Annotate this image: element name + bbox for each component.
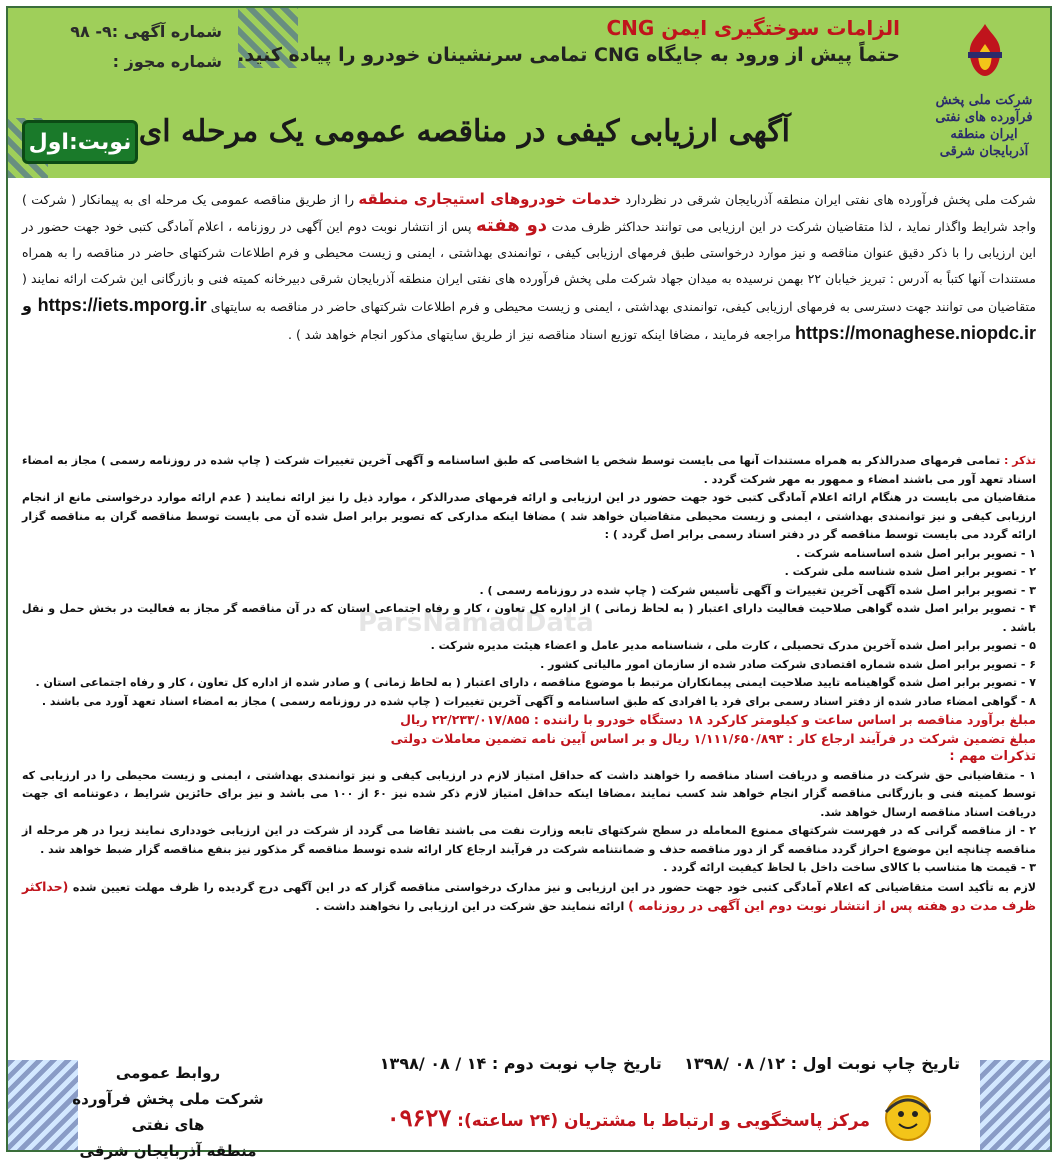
company-logo bbox=[928, 22, 1040, 172]
watermark: ParsNamadData bbox=[358, 608, 594, 638]
important-note-3: ۳ - قیمت ها متناسب با کالای ساخت داخل با لحاظ کیفیت ارائه گردد . bbox=[663, 861, 1036, 874]
p1-text: پس از انتشار نوبت دوم این آگهی در روزنامه ، اعلام آمادگی کتبی خود جهت حضور در این ارزیابی را با ذکر دقیق عنوان مناقصه و نیز موارد درخواستی طبق فرمهای ارزیابی کیفی ، توانمندی بهداشتی ، ایمنی و زیست محیطی و فرم اطلاعات شرکتهای حاضر در مناقصه را به همراه مستندات آنها کتباً به آدرس : تبریز خیابان ۲۲ بهمن نرسیده به میدان جهاد شرکت ملی پخش فرآورده های نفتی ایران منطقه آذربایجان شرقی دبیرخانه کمیته فنی و بازرگانی این شرکت ارائه نمایند ( متقاضیان می توانند جهت دسترسی به فرمهای ارزیابی کیفی، توانمندی بهداشتی ، ایمنی و زیست محیطی و فرم اطلاعات شرکتهای حاضر در مناقصه به سایتهای bbox=[22, 219, 1036, 314]
safety-line-2: حتماً پیش از ورود به جایگاه CNG تمامی سرنشینان خودرو را پیاده کنید. bbox=[237, 44, 900, 66]
reminder-text: تمامی فرمهای صدرالذکر به همراه مستندات آنها می بایست توسط شخص یا اشخاصی که طبق اساسنامه و آگهی آخرین تغییرات شرکت ( چاپ شده در روزنامه رسمی ) مجاز به امضاء اسناد تعهد آور می باشند امضاء و ممهور به مهر شرکت گردد . bbox=[22, 454, 1036, 486]
service-highlight: خدمات خودروهای استیجاری منطقه bbox=[358, 190, 622, 208]
call-center-number: ۰۹۶۲۷ bbox=[386, 1105, 452, 1132]
reminder bbox=[22, 452, 1036, 489]
ad-title: آگهی ارزیابی کیفی در مناقصه عمومی یک مرحله ای bbox=[138, 114, 790, 149]
p1-text: مراجعه فرمایند ، مضافا اینکه توزیع اسناد مناقصه نیز از طریق سایتهای مذکور انجام خواهد شد ) . bbox=[288, 327, 795, 342]
duration-highlight: دو هفته bbox=[476, 215, 548, 236]
final-deadline: (حداکثر ظرف مدت دو هفته پس از انتشار نوبت دوم این آگهی در روزنامه ) bbox=[22, 878, 1036, 913]
notes-section bbox=[22, 452, 1036, 917]
doc-item: ۳ - تصویر برابر اصل شده آگهی آخرین تغییرات و آگهی تأسیس شرکت ( چاپ شده در روزنامه رسمی ) . bbox=[479, 583, 1036, 597]
pr-line: منطقه آذربایجان شرقی bbox=[79, 1142, 257, 1160]
call-center bbox=[387, 1104, 870, 1133]
reminder-label: تذکر : bbox=[1003, 454, 1037, 467]
url-monaghese[interactable]: https://monaghese.niopdc.ir bbox=[794, 323, 1036, 343]
call-center-label: مرکز پاسخگویی و ارتباط با مشتریان (۲۴ ساعته): bbox=[457, 1111, 870, 1131]
main-paragraph bbox=[22, 186, 1036, 348]
important-note-1: ۱ - متقاضیانی حق شرکت در مناقصه و دریافت اسناد مناقصه را خواهند داشت که حداقل امتیاز لازم در ارزیابی کیفی و نیز توانمندی بهداشتی ، ایمنی و زیست محیطی را در ارزیابی که توسط کمیته فنی و بازرگانی مناقصه گزار انجام خواهد شد کسب نمایند ،مضافا اینکه حداقل امتیاز لازم ذکر شده نیز ۶۰ از ۱۰۰ می باشد و نیز برای حائزین شرایط ، دعوتنامه ای جهت دریافت اسناد مناقصه ارسال خواهد شد. bbox=[22, 768, 1036, 819]
print-dates bbox=[380, 1054, 960, 1073]
doc-item: ۷ - تصویر برابر اصل شده گواهینامه تایید صلاحیت ایمنی پیمانکاران مرتبط با موضوع مناقصه ، دارای اعتبار ( به لحاظ زمانی ) و صادر شده از اداره کل تعاون ، کار و رفاه اجتماعی استان . bbox=[35, 676, 1036, 689]
pr-line: شرکت ملی پخش فرآورده های نفتی bbox=[72, 1090, 264, 1134]
ad-number: شماره آگهی :۹- ۹۸ bbox=[70, 22, 222, 41]
estimate-amount: مبلغ برآورد مناقصه بر اساس ساعت و کیلومتر کارکرد ۱۸ دستگاه خودرو با راننده : ۲۲/۲۳۳/۰۱۷/۸۵۵ ریال bbox=[400, 712, 1036, 727]
ad-header bbox=[8, 8, 1050, 178]
date-first: تاریخ چاپ نوبت اول : ۱۲/ ۰۸ /۱۳۹۸ bbox=[684, 1054, 960, 1073]
safety-line-1: الزامات سوختگیری ایمن CNG bbox=[606, 16, 900, 40]
license-number: شماره مجوز : bbox=[112, 52, 222, 71]
important-label: تذکرات مهم : bbox=[949, 749, 1036, 764]
and-text: و bbox=[22, 296, 38, 315]
public-relations bbox=[68, 1060, 268, 1164]
applicants-note: متقاضیان می بایست در هنگام ارائه اعلام آمادگی کتبی خود جهت حضور در این ارزیابی و ارائه فرمهای صدرالذکر ، موارد ذیل را نیز ارائه نمایند ( عدم ارائه موارد درخواستی مانع از انجام ارزیابی کیفی و نیز توانمندی بهداشتی ، ایمنی و زیست محیطی متقاضیان خواهد شد ) مضافا اینکه مدارکی که تصویر برابر اصل شده آن می بایست توسط مناقصه گران به مناقصه گزار ارائه گردد می بایست توسط مناقصه گر در دفتر اسناد رسمی برابر اصل گردد ) : bbox=[22, 491, 1036, 541]
p1-text: را از طریق مناقصه عمومی یک مرحله ای به پیمانکار ( شرکت ) واجد شرایط واگذار نماید ، لذا متقاضیان شرکت در این ارزیابی می توانند حداکثر ظرف مدت bbox=[22, 192, 1036, 234]
p1-text: شرکت ملی پخش فرآورده های نفتی ایران منطقه آذربایجان شرقی در نظردارد bbox=[621, 192, 1036, 207]
final-note bbox=[22, 878, 1036, 917]
doc-item: ۶ - تصویر برابر اصل شده شماره اقتصادی شرکت صادر شده از سازمان امور مالیاتی کشور . bbox=[540, 657, 1036, 671]
doc-item: ۸ - گواهی امضاء صادر شده از دفتر اسناد رسمی برای فرد یا افرادی که طبق اساسنامه و آگهی آخرین تغییرات ( چاپ شده در روزنامه رسمی ) مجاز به امضاء اسناد تعهد آورد می باشند . bbox=[41, 694, 1036, 708]
date-second: تاریخ چاپ نوبت دوم : ۱۴ / ۰۸ /۱۳۹۸ bbox=[379, 1054, 662, 1073]
url-iets[interactable]: https://iets.mporg.ir bbox=[37, 295, 207, 315]
final-text: ارائه ننمایند حق شرکت در این ارزیابی را نخواهند داشت . bbox=[315, 900, 629, 913]
doc-item: ۲ - تصویر برابر اصل شده شناسه ملی شرکت . bbox=[784, 565, 1036, 578]
doc-item: ۱ - تصویر برابر اصل شده اساسنامه شرکت . bbox=[796, 546, 1036, 560]
decorative-corner bbox=[980, 1060, 1050, 1150]
doc-item: ۵ - تصویر برابر اصل شده آخرین مدرک تحصیلی ، کارت ملی ، شناسنامه مدیر عامل و اعضاء هیئت مدیره شرکت . bbox=[430, 639, 1036, 652]
flame-logo-icon bbox=[960, 22, 1010, 78]
ad-frame bbox=[6, 6, 1052, 1160]
turn-badge: نوبت:اول bbox=[22, 120, 138, 164]
final-text: لازم به تأکید است متقاضیانی که اعلام آمادگی کتبی خود جهت حضور در این ارزیابی و نیز مدارک درخواستی مناقصه گزار که در این آگهی درج گردیده را ظرف مهلت تعیین شده bbox=[68, 880, 1036, 894]
mascot-icon bbox=[878, 1088, 938, 1144]
pr-line: روابط عمومی bbox=[115, 1064, 221, 1082]
important-note-2: ۲ - از مناقصه گرانی که در فهرست شرکتهای ممنوع المعامله در سطح شرکتهای تابعه وزارت نفت می باشند تقاضا می گردد از شرکت در این ارزیابی خودداری نمایند زیرا در هر مرحله از مناقصه چنانچه این موضوع احراز گردد مناقصه گر از دور مناقصه حذف و ضمانتنامه شرکت در فرآیند ارجاع کار ارائه شده توسط مناقصه گر مذکور نیز بنفع مناقصه گزار ضبط خواهد شد . bbox=[22, 824, 1036, 856]
guarantee-amount: مبلغ تضمین شرکت در فرآیند ارجاع کار : ۱/۱۱۱/۶۵۰/۸۹۳ ریال و بر اساس آیین نامه تضمین معاملات دولتی bbox=[390, 730, 1036, 746]
logo-text: شرکت ملی پخش فرآورده های نفتی ایران منطقه آذربایجان شرقی bbox=[935, 93, 1033, 159]
doc-item: ۴ - تصویر برابر اصل شده گواهی صلاحیت فعالیت دارای اعتبار ( به لحاظ زمانی ) از اداره کل تعاون ، کار و رفاه اجتماعی استان که در آن مناقصه گر مجاز به فعالیت در بخش حمل و نقل باشد . bbox=[22, 602, 1036, 634]
